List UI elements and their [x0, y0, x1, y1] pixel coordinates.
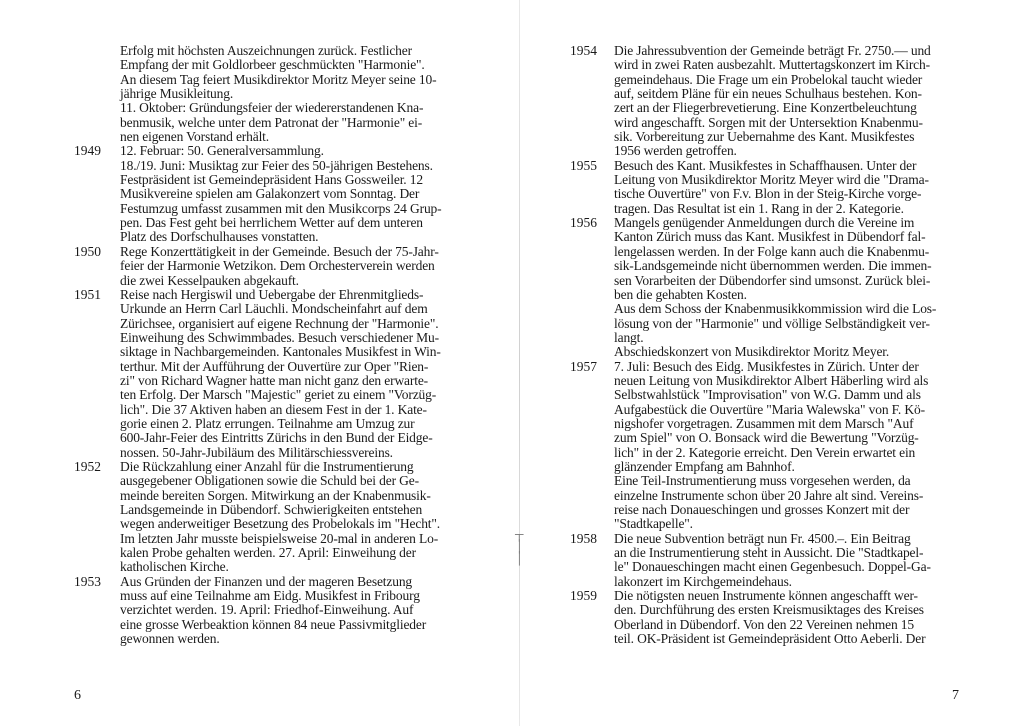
text-line: gewonnen werden.: [120, 631, 220, 647]
text-line: tragen. Das Resultat ist ein 1. Rang in der 2. Kategorie.: [614, 200, 904, 216]
text-line: sen Vorarbeiten der Dübendorfer sind umsonst. Zurück blei-: [614, 272, 931, 288]
text-line: lich" in der 2. Kategorie erreicht. Den Verein erwartet ein: [614, 444, 916, 460]
text-line: kalen Probe gehalten werden. 27. April: Einweihung der: [120, 545, 416, 561]
text-line: verzichtet werden. 19. April: Friedhof-Einweihung. Auf: [120, 602, 414, 618]
text-line: meinde bereiten Sorgen. Mitwirkung an der Knabenmusik-: [120, 487, 431, 503]
entry-year: 1951: [74, 286, 101, 302]
text-line: Zürichsee, organisiert auf eigene Rechnung der "Harmonie".: [120, 315, 439, 331]
text-line: neuen Leitung von Musikdirektor Albert Häberling wird als: [614, 372, 929, 388]
entry-text: [120, 460, 482, 575]
entry-year: 1949: [74, 143, 101, 159]
text-line: Selbstwahlstück "Improvisation" von W.G. Damm und als: [614, 387, 921, 403]
text-line: eine grosse Werbeaktion können 84 neue Passivmitglieder: [120, 616, 427, 632]
chronicle-entry: [570, 216, 988, 359]
chronicle-entry: [570, 44, 988, 159]
text-line: die zwei Kesselpauken abgekauft.: [120, 272, 299, 288]
entry-text: [614, 360, 988, 532]
text-line: teil. OK-Präsident ist Gemeindepräsident Otto Aeberli. Der: [614, 631, 926, 647]
text-line: nossen. 50-Jahr-Jubiläum des Militärschiessvereins.: [120, 444, 393, 460]
text-line: Im letzten Jahr musste beispielsweise 20-mal in anderen Lo-: [120, 530, 439, 546]
text-line: Eine Teil-Instrumentierung muss vorgesehen werden, da: [614, 473, 911, 489]
entry-text: [614, 44, 988, 159]
text-line: 1956 werden getroffen.: [614, 143, 737, 159]
entry-text: [614, 532, 988, 589]
right-chronicle-column: [570, 44, 988, 646]
entry-year: 1959: [570, 588, 597, 604]
text-line: le" Donaueschingen macht einen Gegenbesuch. Doppel-Ga-: [614, 559, 931, 575]
entry-year: 1955: [570, 157, 597, 173]
entry-year: 1957: [570, 358, 597, 374]
gutter-mark-icon: ┬ │ │: [515, 527, 524, 565]
text-line: wird in zwei Raten ausbezahlt. Muttertagskonzert im Kirch-: [614, 57, 930, 73]
text-line: Die Rückzahlung einer Anzahl für die Instrumentierung: [120, 458, 414, 474]
entry-text: [120, 575, 482, 647]
text-line: muss auf eine Teilnahme am Eidg. Musikfest in Fribourg: [120, 588, 420, 604]
text-line: feier der Harmonie Wetzikon. Dem Orchesterverein werden: [120, 258, 435, 274]
text-line: gemeindehaus. Die Frage um ein Probelokal taucht wieder: [614, 71, 923, 87]
chronicle-entry: [570, 532, 988, 589]
chronicle-entry: [74, 288, 482, 460]
text-line: nigshofer vorgetragen. Zusammen mit dem Marsch "Auf: [614, 415, 914, 431]
text-line: Empfang der mit Goldlorbeer geschmückten "Harmonie".: [120, 57, 425, 73]
text-line: terthur. Mit der Aufführung der Ouvertüre zur Oper "Rien-: [120, 358, 429, 374]
text-line: sik. Vorbereitung zur Uebernahme des Kant. Musikfestes: [614, 129, 915, 145]
text-line: Die nötigsten neuen Instrumente können angeschafft wer-: [614, 588, 918, 604]
text-line: Reise nach Hergiswil und Uebergabe der Ehrenmitglieds-: [120, 286, 424, 302]
text-line: Besuch des Kant. Musikfestes in Schaffhausen. Unter der: [614, 157, 917, 173]
text-line: glänzender Empfang am Bahnhof.: [614, 458, 795, 474]
text-line: pen. Das Fest geht bei herrlichem Wetter auf dem unteren: [120, 215, 423, 231]
text-line: Erfolg mit höchsten Auszeichnungen zurück. Festlicher: [120, 43, 412, 58]
text-line: wird angeschafft. Sorgen mit der Untersektion Knabenmu-: [614, 114, 923, 130]
text-line: lengelassen werden. In der Folge kann auch die Knabenmu-: [614, 243, 930, 259]
entry-year: 1958: [570, 530, 597, 546]
text-line: lösung von der "Harmonie" und völlige Selbständigkeit ver-: [614, 315, 930, 331]
text-line: 12. Februar: 50. Generalversammlung.: [120, 143, 324, 159]
text-line: sik-Landsgemeinde nicht übernommen werden. Die immen-: [614, 258, 932, 274]
text-line: Festpräsident ist Gemeindepräsident Hans Gossweiler. 12: [120, 172, 423, 188]
text-line: jährige Musikleitung.: [120, 86, 234, 102]
text-line: Urkunde an Herrn Carl Läuchli. Mondscheinfahrt auf dem: [120, 301, 428, 317]
entry-year: 1954: [570, 43, 597, 58]
right-page-number: 7: [952, 688, 959, 703]
text-line: zum Spiel" von O. Bonsack wird die Bewertung "Vorzüg-: [614, 430, 919, 446]
entry-year: 1952: [74, 458, 101, 474]
chronicle-entry: [570, 360, 988, 532]
entry-text: [120, 288, 482, 460]
chronicle-entry: [570, 159, 988, 216]
text-line: ten Erfolg. Der Marsch "Majestic" geriet zu einem "Vorzüg-: [120, 387, 437, 403]
text-line: den. Durchführung des ersten Kreismusiktages des Kreises: [614, 602, 924, 618]
text-line: An diesem Tag feiert Musikdirektor Moritz Meyer seine 10-: [120, 71, 437, 87]
text-line: Aufgabestück die Ouvertüre "Maria Walewska" von F. Kö-: [614, 401, 925, 417]
text-line: Einweihung des Schwimmbades. Besuch verschiedener Mu-: [120, 329, 439, 345]
text-line: Aus dem Schoss der Knabenmusikkommission wird die Los-: [614, 301, 937, 317]
text-line: wegen anderweitiger Besetzung des Probelokals im "Hecht".: [120, 516, 440, 532]
text-line: Landsgemeinde in Dübendorf. Schwierigkeiten entstehen: [120, 502, 423, 517]
text-line: Musikvereine spielen am Galakonzert vom Sonntag. Der: [120, 186, 420, 202]
text-line: Abschiedskonzert von Musikdirektor Moritz Meyer.: [614, 344, 890, 360]
chronicle-entry: [74, 460, 482, 575]
entry-year: 1956: [570, 215, 597, 231]
text-line: 600-Jahr-Feier des Eintritts Zürichs in den Bund der Eidge-: [120, 430, 433, 446]
text-line: Oberland in Dübendorf. Von den 22 Vereinen nehmen 15: [614, 616, 915, 632]
text-line: Aus Gründen der Finanzen und der mageren Besetzung: [120, 573, 413, 589]
left-chronicle-column: [74, 44, 482, 646]
text-line: "Stadtkapelle".: [614, 516, 693, 532]
text-line: 11. Oktober: Gründungsfeier der wiedererstandenen Kna-: [120, 100, 424, 116]
text-line: lakonzert im Kirchgemeindehaus.: [614, 573, 792, 589]
text-line: auf, seitdem Pläne für ein neues Schulhaus bestehen. Kon-: [614, 86, 922, 102]
entry-year: 1950: [74, 243, 101, 259]
chronicle-entry: [570, 589, 988, 646]
text-line: lich". Die 37 Aktiven haben an diesem Fest in der 1. Kate-: [120, 401, 427, 417]
text-line: reise nach Donaueschingen und grosses Konzert mit der: [614, 502, 910, 517]
right-page: [520, 0, 1024, 726]
text-line: ausgegebener Obligationen sowie die Schuld bei der Ge-: [120, 473, 419, 489]
entry-text: [120, 245, 482, 288]
chronicle-entry: [74, 44, 482, 144]
text-line: tische Ouvertüre" von F.v. Blon in der Steig-Kirche vorge-: [614, 186, 922, 202]
text-line: Die Jahressubvention der Gemeinde beträgt Fr. 2750.— und: [614, 43, 931, 58]
entry-text: [120, 44, 482, 144]
text-line: an die Instrumentierung steht in Aussicht. Die "Stadtkapel-: [614, 545, 924, 561]
text-line: zert an der Fliegerbrevetierung. Eine Konzertbeleuchtung: [614, 100, 917, 116]
entry-text: [614, 159, 988, 216]
text-line: benmusik, welche unter dem Patronat der "Harmonie" ei-: [120, 114, 423, 130]
text-line: Kanton Zürich muss das Kant. Musikfest in Dübendorf fal-: [614, 229, 926, 245]
text-line: siktage in Nachbargemeinden. Kantonales Musikfest in Win-: [120, 344, 441, 360]
left-page-number: 6: [74, 688, 81, 703]
text-line: Festumzug umfasst zusammen mit den Musikcorps 24 Grup-: [120, 200, 442, 216]
text-line: ben die gehabten Kosten.: [614, 286, 747, 302]
chronicle-entry: [74, 575, 482, 647]
text-line: Leitung von Musikdirektor Moritz Meyer wird die "Drama-: [614, 172, 929, 188]
text-line: Die neue Subvention beträgt nun Fr. 4500.–. Ein Beitrag: [614, 530, 911, 546]
text-line: Rege Konzerttätigkeit in der Gemeinde. Besuch der 75-Jahr-: [120, 243, 439, 259]
chronicle-entry: [74, 245, 482, 288]
text-line: nen eigenen Vorstand erhält.: [120, 129, 270, 145]
text-line: gorie einen 2. Platz errungen. Teilnahme am Umzug zur: [120, 415, 415, 431]
entry-text: [614, 216, 988, 359]
text-line: langt.: [614, 329, 644, 345]
entry-text: [614, 589, 988, 646]
text-line: Platz des Dorfschulhauses vonstatten.: [120, 229, 319, 245]
text-line: 7. Juli: Besuch des Eidg. Musikfestes in Zürich. Unter der: [614, 358, 919, 374]
entry-year: 1953: [74, 573, 101, 589]
entry-text: [120, 144, 482, 244]
text-line: Mangels genügender Anmeldungen durch die Vereine im: [614, 215, 915, 231]
text-line: einzelne Instrumente schon über 20 Jahre alt sind. Vereins-: [614, 487, 924, 503]
chronicle-entry: [74, 144, 482, 244]
text-line: zi" von Richard Wagner hatte man nicht ganz den erwarte-: [120, 372, 429, 388]
text-line: katholischen Kirche.: [120, 559, 229, 575]
text-line: 18./19. Juni: Musiktag zur Feier des 50-jährigen Bestehens.: [120, 157, 433, 173]
